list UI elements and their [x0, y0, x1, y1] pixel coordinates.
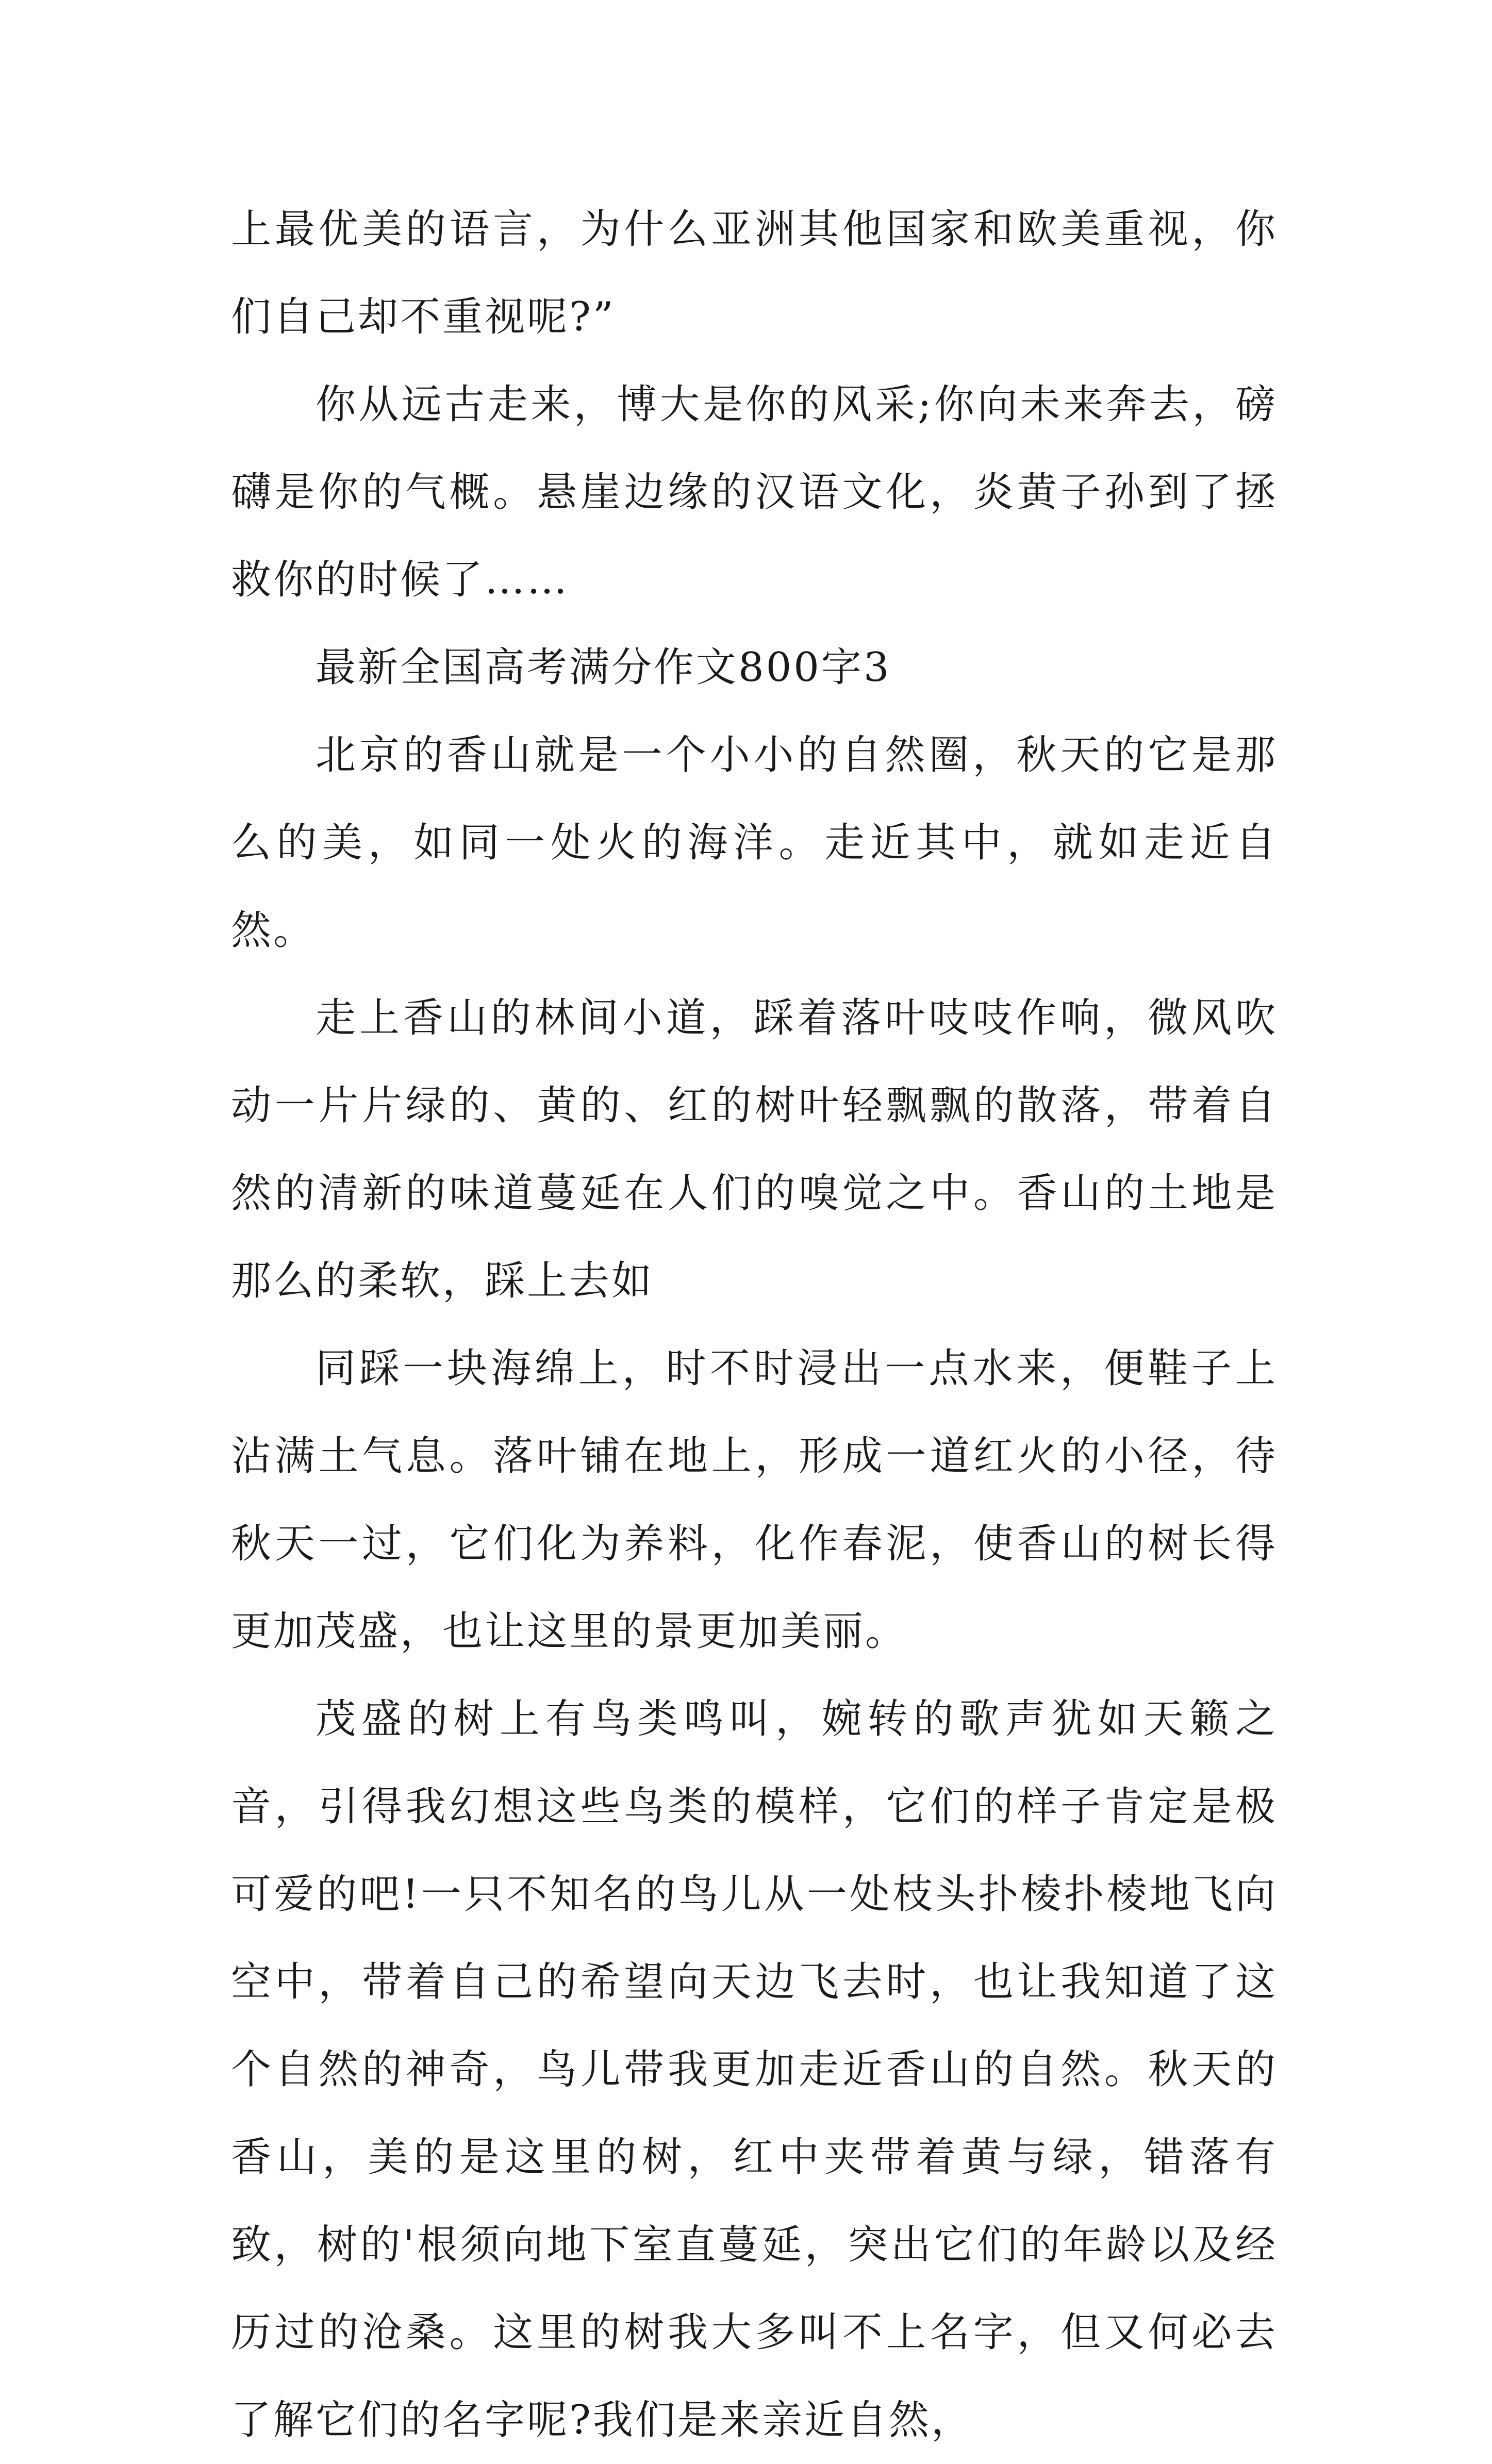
article-body	[231, 186, 1278, 2464]
section-heading: 最新全国高考满分作文800字3	[316, 644, 891, 691]
paragraph: 北京的香山就是一个小小的自然圈，秋天的它是那么的美，如同一处火的海洋。走近其中，就如走近自然。	[231, 732, 1278, 954]
paragraph-continuation: 上最优美的语言，为什么亚洲其他国家和欧美重视，你们自己却不重视呢?”	[231, 206, 1278, 340]
paragraph: 茂盛的树上有鸟类鸣叫，婉转的歌声犹如天籁之音，引得我幻想这些鸟类的模样，它们的样子肯定是极可爱的吧!一只不知名的鸟儿从一处枝头扑棱扑棱地飞向空中，带着自己的希望向天边飞去时，也让我知道了这个自然的神奇，鸟儿带我更加走近香山的自然。秋天的香山，美的是这里的树，红中夹带着黄与绿，错落有致，树的'根须向地下室直蔓延，突出它们的年龄以及经历过的沧桑。这里的树我大多叫不上名字，但又何必去了解它们的名字呢?我们是来亲近自然，	[231, 1696, 1278, 2443]
paragraph: 同踩一块海绵上，时不时浸出一点水来，便鞋子上沾满土气息。落叶铺在地上，形成一道红火的小径，待秋天一过，它们化为养料，化作春泥，使香山的树长得更加茂盛，也让这里的景更加美丽。	[231, 1345, 1278, 1655]
paragraph: 你从远古走来，博大是你的风采;你向未来奔去，磅礴是你的气概。悬崖边缘的汉语文化，炎黄子孙到了拯救你的时候了……	[231, 381, 1278, 603]
paragraph: 走上香山的林间小道，踩着落叶吱吱作响，微风吹动一片片绿的、黄的、红的树叶轻飘飘的散落，带着自然的清新的味道蔓延在人们的嗅觉之中。香山的土地是那么的柔软，踩上去如	[231, 995, 1278, 1304]
